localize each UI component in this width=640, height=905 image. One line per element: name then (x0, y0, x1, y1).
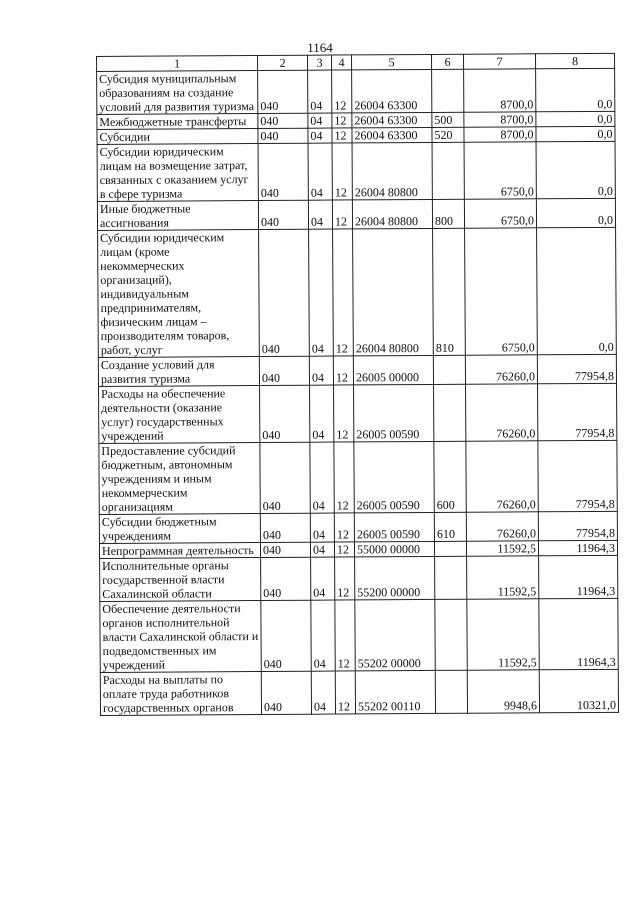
amount-year1-cell: 6750,0 (464, 142, 536, 199)
section-cell: 04 (310, 513, 334, 542)
admin-code-cell: 040 (259, 229, 310, 356)
subsection-cell: 12 (333, 229, 354, 356)
amount-year2-cell: 11964,3 (539, 598, 618, 669)
item-name-cell: Расходы на обеспечение деятельности (оказание услуг) государственных учреждений (99, 386, 260, 444)
section-cell: 04 (309, 356, 333, 385)
subsection-cell: 12 (335, 671, 355, 714)
admin-code-cell: 040 (261, 557, 311, 600)
item-name-cell: Предоставление субсидий бюджетным, автономным учреждениям и иным некоммерческим организациям (99, 443, 260, 515)
target-article-cell: 26004 63300 (352, 127, 432, 142)
item-name-cell: Субсидии юридическим лицам (кроме некоммерческих организаций), индивидуальным предпринимателям, физическим лицам – производителям товаров, работ, услуг (98, 230, 260, 358)
admin-code-cell: 040 (258, 70, 308, 113)
amount-year1-cell: 11592,5 (466, 541, 538, 556)
col-header-1: 1 (97, 56, 258, 72)
amount-year1-cell: 8700,0 (464, 112, 536, 127)
col-header-5: 5 (351, 54, 431, 69)
target-article-cell: 55202 00110 (355, 670, 435, 713)
expense-type-cell: 520 (432, 127, 464, 142)
amount-year2-cell: 0,0 (536, 126, 615, 141)
expense-type-cell: 610 (434, 512, 466, 541)
item-name-cell: Иные бюджетные ассигнования (97, 201, 258, 231)
table-row (97, 68, 615, 114)
amount-year2-cell: 0,0 (537, 227, 617, 354)
item-name-cell: Субсидии (97, 129, 258, 145)
amount-year1-cell: 11592,5 (467, 599, 539, 670)
page-number: 1164 (307, 40, 333, 55)
budget-table (96, 53, 619, 716)
section-cell: 04 (310, 442, 334, 513)
admin-code-cell: 040 (260, 542, 310, 557)
section-cell: 04 (308, 143, 332, 200)
target-article-cell: 55200 00000 (355, 556, 435, 599)
amount-year1-cell: 8700,0 (464, 69, 536, 112)
subsection-cell: 12 (335, 557, 355, 600)
subsection-cell: 12 (334, 385, 354, 442)
item-name-cell: Обеспечение деятельности органов исполнительной власти Сахалинской области и подведомственных им учреждений (100, 601, 261, 673)
admin-code-cell: 040 (261, 600, 311, 671)
subsection-cell: 12 (334, 442, 354, 513)
subsection-cell: 12 (332, 143, 352, 200)
target-article-cell: 26005 00590 (354, 512, 434, 541)
table-row (97, 198, 615, 230)
expense-type-cell (435, 556, 467, 599)
col-header-7: 7 (463, 54, 535, 69)
section-cell: 04 (308, 70, 332, 113)
amount-year1-cell: 76260,0 (465, 355, 537, 384)
expense-type-cell (435, 670, 467, 713)
target-article-cell: 55202 00000 (355, 599, 435, 670)
amount-year2-cell: 0,0 (536, 141, 615, 198)
section-cell: 04 (309, 229, 334, 356)
amount-year1-cell: 9948,6 (467, 670, 539, 713)
item-name-cell: Субсидия муниципальным образованиям на создание условий для развития туризма (97, 71, 258, 115)
expense-type-cell: 500 (432, 112, 464, 127)
subsection-cell: 12 (332, 113, 352, 128)
col-header-6: 6 (431, 54, 463, 69)
expense-type-cell (432, 69, 464, 112)
col-header-2: 2 (258, 55, 308, 70)
col-header-4: 4 (331, 55, 351, 70)
admin-code-cell: 040 (260, 385, 310, 442)
expense-type-cell: 800 (432, 199, 464, 228)
target-article-cell: 55000 00000 (354, 541, 434, 556)
expense-type-cell (434, 541, 466, 556)
admin-code-cell: 040 (260, 513, 310, 542)
table-row (99, 511, 617, 543)
amount-year1-cell: 76260,0 (466, 441, 538, 512)
target-article-cell: 26004 80800 (352, 142, 432, 199)
section-cell: 04 (311, 600, 335, 671)
table-row (100, 669, 618, 715)
table-body (97, 68, 619, 715)
amount-year2-cell: 0,0 (536, 111, 615, 126)
expense-type-cell (433, 355, 465, 384)
item-name-cell: Субсидии бюджетным учреждениям (99, 514, 260, 544)
section-cell: 04 (308, 128, 332, 143)
amount-year1-cell: 11592,5 (467, 556, 539, 599)
admin-code-cell: 040 (261, 671, 311, 714)
admin-code-cell: 040 (258, 200, 308, 229)
admin-code-cell: 040 (260, 442, 310, 513)
item-name-cell: Межбюджетные трансферты (97, 114, 258, 130)
item-name-cell: Создание условий для развития туризма (98, 357, 259, 387)
item-name-cell: Расходы на выплаты по оплате труда работников государственных органов (100, 672, 261, 716)
expense-type-cell (435, 599, 467, 670)
amount-year1-cell: 6750,0 (465, 228, 538, 355)
expense-type-cell (432, 142, 464, 199)
amount-year2-cell: 0,0 (536, 68, 615, 111)
amount-year1-cell: 76260,0 (466, 512, 538, 541)
amount-year2-cell: 0,0 (536, 198, 615, 227)
amount-year2-cell: 77954,8 (538, 440, 617, 511)
section-cell: 04 (311, 557, 335, 600)
subsection-cell: 12 (335, 600, 355, 671)
target-article-cell: 26005 00000 (353, 355, 433, 384)
table-row (99, 383, 617, 443)
subsection-cell: 12 (332, 70, 352, 113)
col-header-8: 8 (535, 53, 614, 68)
expense-type-cell (434, 384, 466, 441)
amount-year2-cell: 11964,3 (539, 555, 618, 598)
subsection-cell: 12 (334, 542, 354, 557)
target-article-cell: 26004 80800 (352, 199, 432, 228)
amount-year2-cell: 77954,8 (537, 354, 616, 383)
amount-year2-cell: 10321,0 (539, 669, 618, 712)
amount-year2-cell: 77954,8 (538, 511, 617, 540)
subsection-cell: 12 (332, 200, 352, 229)
section-cell: 04 (311, 671, 335, 714)
section-cell: 04 (308, 200, 332, 229)
target-article-cell: 26004 63300 (352, 69, 432, 112)
admin-code-cell: 040 (258, 113, 308, 128)
target-article-cell: 26005 00590 (354, 441, 434, 512)
expense-type-cell: 600 (434, 441, 466, 512)
amount-year1-cell: 6750,0 (464, 199, 536, 228)
target-article-cell: 26004 80800 (353, 228, 434, 355)
table-row (98, 354, 616, 386)
item-name-cell: Непрограммная деятельность (99, 543, 260, 559)
amount-year2-cell: 77954,8 (538, 383, 617, 440)
amount-year1-cell: 8700,0 (464, 127, 536, 142)
target-article-cell: 26004 63300 (352, 112, 432, 127)
table-row (98, 227, 617, 357)
item-name-cell: Исполнительные органы государственной власти Сахалинской области (100, 558, 261, 602)
admin-code-cell: 040 (258, 143, 308, 200)
amount-year2-cell: 11964,3 (538, 540, 617, 555)
section-cell: 04 (310, 542, 334, 557)
table-row (100, 555, 618, 601)
admin-code-cell: 040 (259, 356, 309, 385)
expense-type-cell: 810 (433, 228, 466, 355)
table-row (99, 440, 617, 514)
subsection-cell: 12 (332, 128, 352, 143)
col-header-3: 3 (307, 55, 331, 70)
section-cell: 04 (308, 113, 332, 128)
subsection-cell: 12 (334, 513, 354, 542)
amount-year1-cell: 76260,0 (466, 384, 538, 441)
admin-code-cell: 040 (258, 128, 308, 143)
table-row (97, 141, 615, 201)
table-row (100, 598, 618, 672)
item-name-cell: Субсидии юридическим лицам на возмещение затрат, связанных с оказанием услуг в сфере туризма (97, 144, 258, 202)
section-cell: 04 (310, 385, 334, 442)
subsection-cell: 12 (333, 356, 353, 385)
target-article-cell: 26005 00590 (354, 384, 434, 441)
